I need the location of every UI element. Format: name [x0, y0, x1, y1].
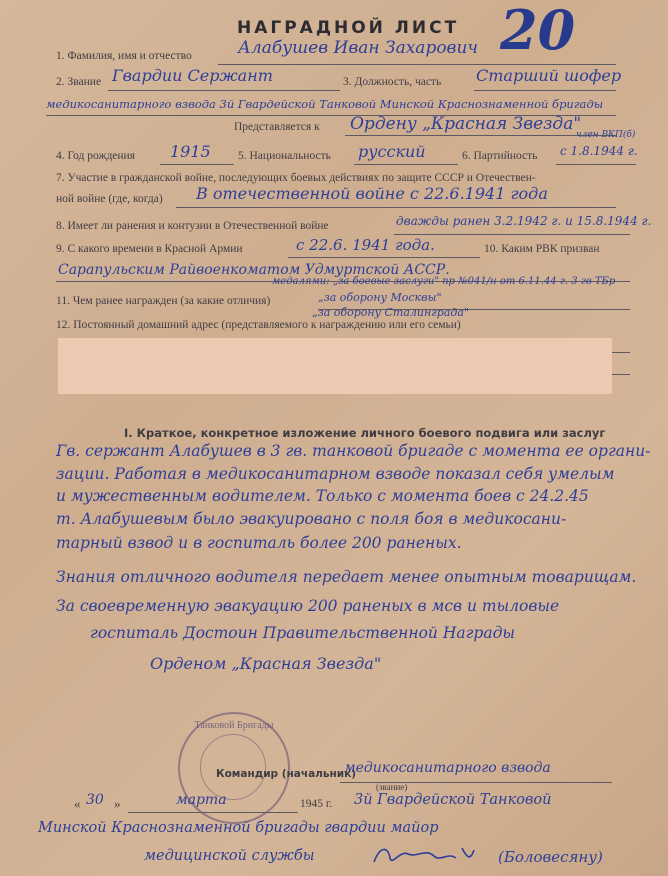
narrative-line-5: тарный взвод и в госпиталь более 200 раненых.: [56, 534, 462, 552]
field-11-value-1: медалями: „за боевые заслуги" пр №041/н от 6.11.44 г. 3 гв ТБр: [272, 276, 616, 287]
field-1-value: Алабушев Иван Захарович: [238, 38, 478, 58]
narrative-line-7: За своевременную эвакуацию 200 раненых в мсв и тыловые: [56, 597, 560, 615]
narrative-line-3: и мужественным водителем. Только с момента боев с 24.2.45: [56, 487, 589, 505]
commander-unit-line1: 3й Гвардейской Танковой: [354, 792, 552, 808]
date-quote-open: «: [74, 796, 81, 811]
date-year: 1945 г.: [300, 798, 333, 810]
field-2-value: Гвардии Сержант: [112, 66, 273, 85]
field-9-value: с 22.6. 1941 года.: [296, 236, 435, 254]
field-3-label: 3. Должность, часть: [343, 76, 442, 88]
signature: [370, 840, 480, 870]
narrative-line-2: зации. Работая в медикосанитарном взводе показал себя умелым: [56, 465, 615, 483]
seal-text: Танковой Бригады: [194, 720, 274, 731]
redacted-address: [58, 338, 612, 394]
field-11-label: 11. Чем ранее награжден (за какие отличия): [56, 295, 271, 307]
narrative-line-6: Знания отличного водителя передает менее опытным товарищам.: [56, 568, 637, 586]
field-5-value: русский: [358, 142, 426, 161]
presented-value: Ордену „Красная Звезда": [350, 114, 582, 134]
date-month: марта: [176, 792, 227, 808]
field-8-label: 8. Имеет ли ранения и контузии в Отечественной войне: [56, 220, 329, 232]
presented-label: Представляется к: [234, 121, 320, 133]
date-quote-close: »: [114, 796, 121, 811]
field-4-label: 4. Год рождения: [56, 150, 135, 162]
narrative-line-1: Гв. сержант Алабушев в 3 гв. танковой бригаде с момента ее органи-: [56, 442, 651, 460]
narrative-line-9: Орденом „Красная Звезда": [150, 654, 382, 673]
commander-value: медикосанитарного взвода: [344, 760, 551, 776]
field-10-label: 10. Каким РВК призван: [484, 243, 600, 255]
narrative-line-8: госпиталь Достоин Правительственной Награды: [90, 624, 516, 642]
commander-unit-line3: медицинской службы: [144, 848, 315, 864]
commander-unit-line2: Минской Краснознаменной бригады гвардии майор: [38, 820, 439, 836]
date-day: 30: [86, 792, 104, 808]
field-6-value: с 1.8.1944 г.: [560, 144, 638, 158]
commander-label: Командир (начальник): [216, 768, 357, 780]
field-7-value: В отечественной войне с 22.6.1941 года: [196, 184, 548, 203]
field-3-value-line2: медикосанитарного взвода 3й Гвардейской Танковой Минской Краснознаменной бригады: [46, 97, 604, 111]
field-6-note: член ВКП(б): [576, 130, 636, 140]
field-2-label: 2. Звание: [56, 76, 102, 88]
field-10-value: Сарапульским Райвоенкоматом Удмуртской АССР.: [58, 262, 450, 278]
document-title: НАГРАДНОЙ ЛИСТ: [237, 18, 460, 38]
field-5-label: 5. Национальность: [238, 150, 331, 162]
field-7-label-2: ной войне (где, когда): [56, 193, 163, 205]
field-8-value: дважды ранен 3.2.1942 г. и 15.8.1944 г.: [396, 214, 652, 228]
narrative-line-4: т. Алабушевым было эвакуировано с поля боя в медикосани-: [56, 510, 567, 528]
field-11-value-3: „за оборону Сталинграда": [312, 306, 469, 319]
field-6-label: 6. Партийность: [462, 150, 538, 162]
field-11-value-2: „за оборону Москвы": [318, 291, 442, 304]
corner-number: 20: [500, 0, 576, 62]
field-12-label: 12. Постоянный домашний адрес (представляемого к награждению или его семьи): [56, 319, 461, 331]
field-9-label: 9. С какого времени в Красной Армии: [56, 243, 243, 255]
field-7-label-1: 7. Участие в гражданской войне, последующих боевых действиях по защите СССР и Отечествен-: [56, 172, 536, 184]
field-1-label: 1. Фамилия, имя и отчество: [56, 50, 192, 62]
field-3-value: Старший шофер: [476, 66, 622, 85]
rank-hint: (звание): [376, 782, 408, 792]
section-1-title: I. Краткое, конкретное изложение личного боевого подвига или заслуг: [124, 426, 606, 440]
commander-name: (Боловесяну): [498, 848, 603, 866]
field-4-value: 1915: [170, 142, 211, 161]
